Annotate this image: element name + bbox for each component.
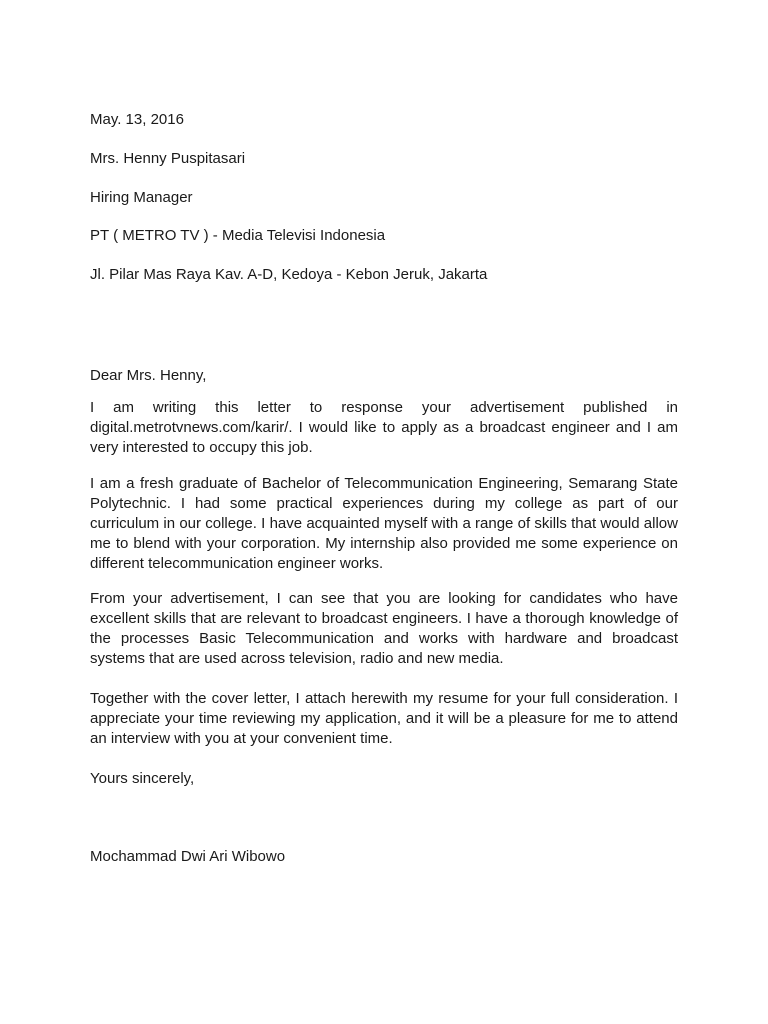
recipient-company: PT ( METRO TV ) - Media Televisi Indonesia — [90, 227, 386, 244]
body-paragraph-2: I am a fresh graduate of Bachelor of Telecommunication Engineering, Semarang State Polytechnic. I had some practical experiences during my college as part of our curriculum in our college. I have acquainted myself with a range of skills that would allow me to blend with your corporation. My internship also provided me some experience on different telecommunication engineer works. — [90, 475, 678, 572]
signature-name: Mochammad Dwi Ari Wibowo — [90, 848, 286, 865]
letter-date: May. 13, 2016 — [90, 111, 184, 128]
recipient-title: Hiring Manager — [90, 189, 193, 206]
body-paragraph-1: I am writing this letter to response your advertisement published in digital.metrotvnews.com/karir/. I would like to apply as a broadcast engineer and I am very interested to occupy this job. — [90, 399, 678, 456]
body-paragraph-3: From your advertisement, I can see that you are looking for candidates who have excellent skills that are relevant to broadcast engineers. I have a thorough knowledge of the processes Basic Telecommunication and works with hardware and broadcast systems that are used across television, radio and new media. — [90, 590, 678, 667]
salutation: Dear Mrs. Henny, — [90, 367, 207, 384]
recipient-address: Jl. Pilar Mas Raya Kav. A-D, Kedoya - Kebon Jeruk, Jakarta — [90, 266, 488, 283]
closing: Yours sincerely, — [90, 770, 195, 787]
body-paragraph-4: Together with the cover letter, I attach herewith my resume for your full consideration. I appreciate your time reviewing my application, and it will be a pleasure for me to attend an interview with you at your convenient time. — [90, 690, 678, 747]
recipient-name: Mrs. Henny Puspitasari — [90, 150, 246, 167]
